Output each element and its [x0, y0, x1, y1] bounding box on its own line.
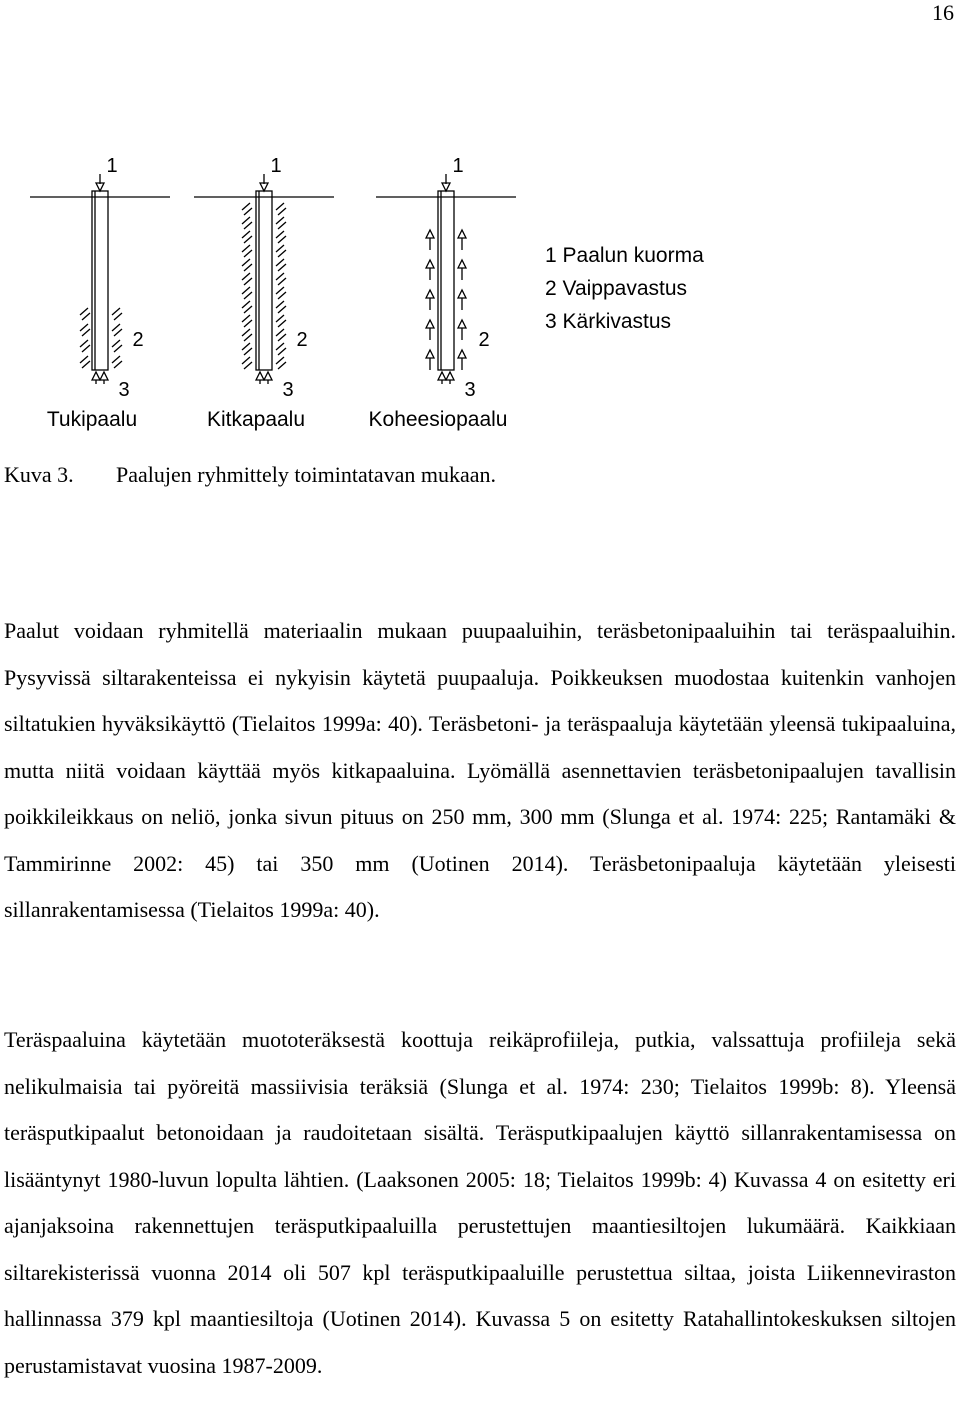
friction-tick: [242, 329, 252, 341]
friction-tick: [276, 273, 286, 285]
cohesion-arrow: [458, 350, 466, 370]
load-label: 1: [270, 155, 282, 177]
friction-tick: [276, 329, 286, 341]
load-arrow: [442, 174, 450, 191]
tip-arrow: [264, 372, 272, 384]
legend-item: 1 Paalun kuorma: [545, 244, 704, 267]
friction-tick: [276, 287, 286, 299]
cohesion-arrow: [426, 290, 434, 310]
friction-tick: [242, 287, 252, 299]
friction-tick: [276, 301, 286, 313]
friction-tick: [112, 308, 122, 320]
tip-resistance-label: 3: [118, 379, 130, 401]
tip-arrow: [256, 372, 264, 384]
tip-resistance-label: 3: [282, 379, 294, 401]
friction-tick: [242, 273, 252, 285]
friction-tick: [242, 231, 252, 243]
cohesion-arrow: [458, 320, 466, 340]
friction-tick: [80, 324, 90, 336]
friction-tick: [276, 245, 286, 257]
page-number: 16: [932, 0, 954, 25]
friction-tick: [242, 301, 252, 313]
friction-tick: [276, 259, 286, 271]
shaft-resistance-label: 2: [296, 329, 308, 351]
cohesion-arrow: [426, 230, 434, 250]
friction-tick: [112, 356, 122, 368]
cohesion-arrow: [458, 230, 466, 250]
friction-tick: [276, 357, 286, 369]
load-label: 1: [452, 155, 464, 177]
load-label: 1: [106, 155, 118, 177]
tip-resistance-label: 3: [464, 379, 476, 401]
friction-tick: [242, 343, 252, 355]
cohesion-arrow: [426, 260, 434, 280]
friction-tick: [276, 203, 286, 215]
friction-tick: [80, 340, 90, 352]
paragraph: Paalut voidaan ryhmitellä materiaalin mukaan puupaaluihin, teräsbetonipaaluihin tai teräspaaluihin. Pysyvissä siltarakenteissa ei nykyisin käytetä puupaaluja. Poikkeuksen muodostaa kuitenkin vanhojen siltatukien hyväksikäyttö (Tielaitos 1999a: 40). Teräsbetoni- ja teräspaaluja käytetään yleensä tukipaaluina, mutta niitä voidaan käyttää myös kitkapaaluina. Lyömällä asennettavien teräsbetonipaalujen tavallisin poikkileikkaus on neliö, jonka sivun pituus on 250 mm, 300 mm (Slunga et al. 1974: 225; Rantamäki & Tammirinne 2002: 45) tai 350 mm (Uotinen 2014). Teräsbetonipaaluja käytetään yleisesti sillanrakentamisessa (Tielaitos 1999a: 40).: [4, 618, 956, 922]
friction-tick: [276, 315, 286, 327]
friction-tick: [276, 217, 286, 229]
cohesion-arrow: [426, 320, 434, 340]
legend-item: 2 Vaippavastus: [545, 277, 688, 300]
shaft-resistance-label: 2: [132, 329, 144, 351]
tip-arrow: [446, 372, 454, 384]
load-arrow: [96, 174, 104, 191]
cohesion-arrow: [458, 260, 466, 280]
caption-number: Kuva 3.: [4, 462, 74, 487]
friction-tick: [112, 340, 122, 352]
paragraph: Teräspaaluina käytetään muototeräksestä koottuja reikäprofiileja, putkia, valssattuja profiileja sekä nelikulmaisia tai pyöreitä massiivisia teräksiä (Slunga et al. 1974: 230; Tielaitos 1999b: 8). Yleensä teräsputkipaalut betonoidaan ja raudoitetaan sisältä. Teräsputkipaalujen käyttö sillanrakentamisessa on lisääntynyt 1980-luvun lopulta lähtien. (Laaksonen 2005: 18; Tielaitos 1999b: 4) Kuvassa 4 on esitetty eri ajanjaksoina rakennettujen teräsputkipaaluilla perustettujen maantiesiltojen lukumäärä. Kaikkiaan siltarekisterissä vuonna 2014 oli 507 kpl teräsputkipaaluille perustettua siltaa, joista Liikenneviraston hallinnassa 379 kpl maantiesiltoja (Uotinen 2014). Kuvassa 5 on esitetty Ratahallintokeskuksen siltojen perustamistavat vuosina 1987-2009.: [4, 1027, 956, 1378]
cohesion-arrow: [458, 290, 466, 310]
pile-type-label: Koheesiopaalu: [368, 408, 508, 431]
tip-arrow: [92, 372, 100, 384]
cohesion-arrow: [426, 350, 434, 370]
friction-tick: [276, 231, 286, 243]
friction-tick: [242, 245, 252, 257]
caption-text: Paalujen ryhmittely toimintatavan mukaan.: [116, 462, 497, 487]
figure-caption: [4, 462, 496, 488]
friction-tick: [80, 308, 90, 320]
friction-tick: [276, 343, 286, 355]
friction-tick: [112, 324, 122, 336]
tip-arrow: [100, 372, 108, 384]
pile-type-label: Tukipaalu: [46, 408, 138, 431]
friction-tick: [80, 356, 90, 368]
friction-tick: [242, 357, 252, 369]
legend-item: 3 Kärkivastus: [545, 310, 672, 333]
tip-arrow: [438, 372, 446, 384]
friction-tick: [242, 217, 252, 229]
shaft-resistance-label: 2: [478, 329, 490, 351]
pile-type-label: Kitkapaalu: [206, 408, 306, 431]
friction-tick: [242, 259, 252, 271]
friction-tick: [242, 315, 252, 327]
friction-tick: [242, 203, 252, 215]
pile-types-figure: [0, 150, 960, 440]
pile-diagram: [0, 150, 960, 440]
load-arrow: [260, 174, 268, 191]
